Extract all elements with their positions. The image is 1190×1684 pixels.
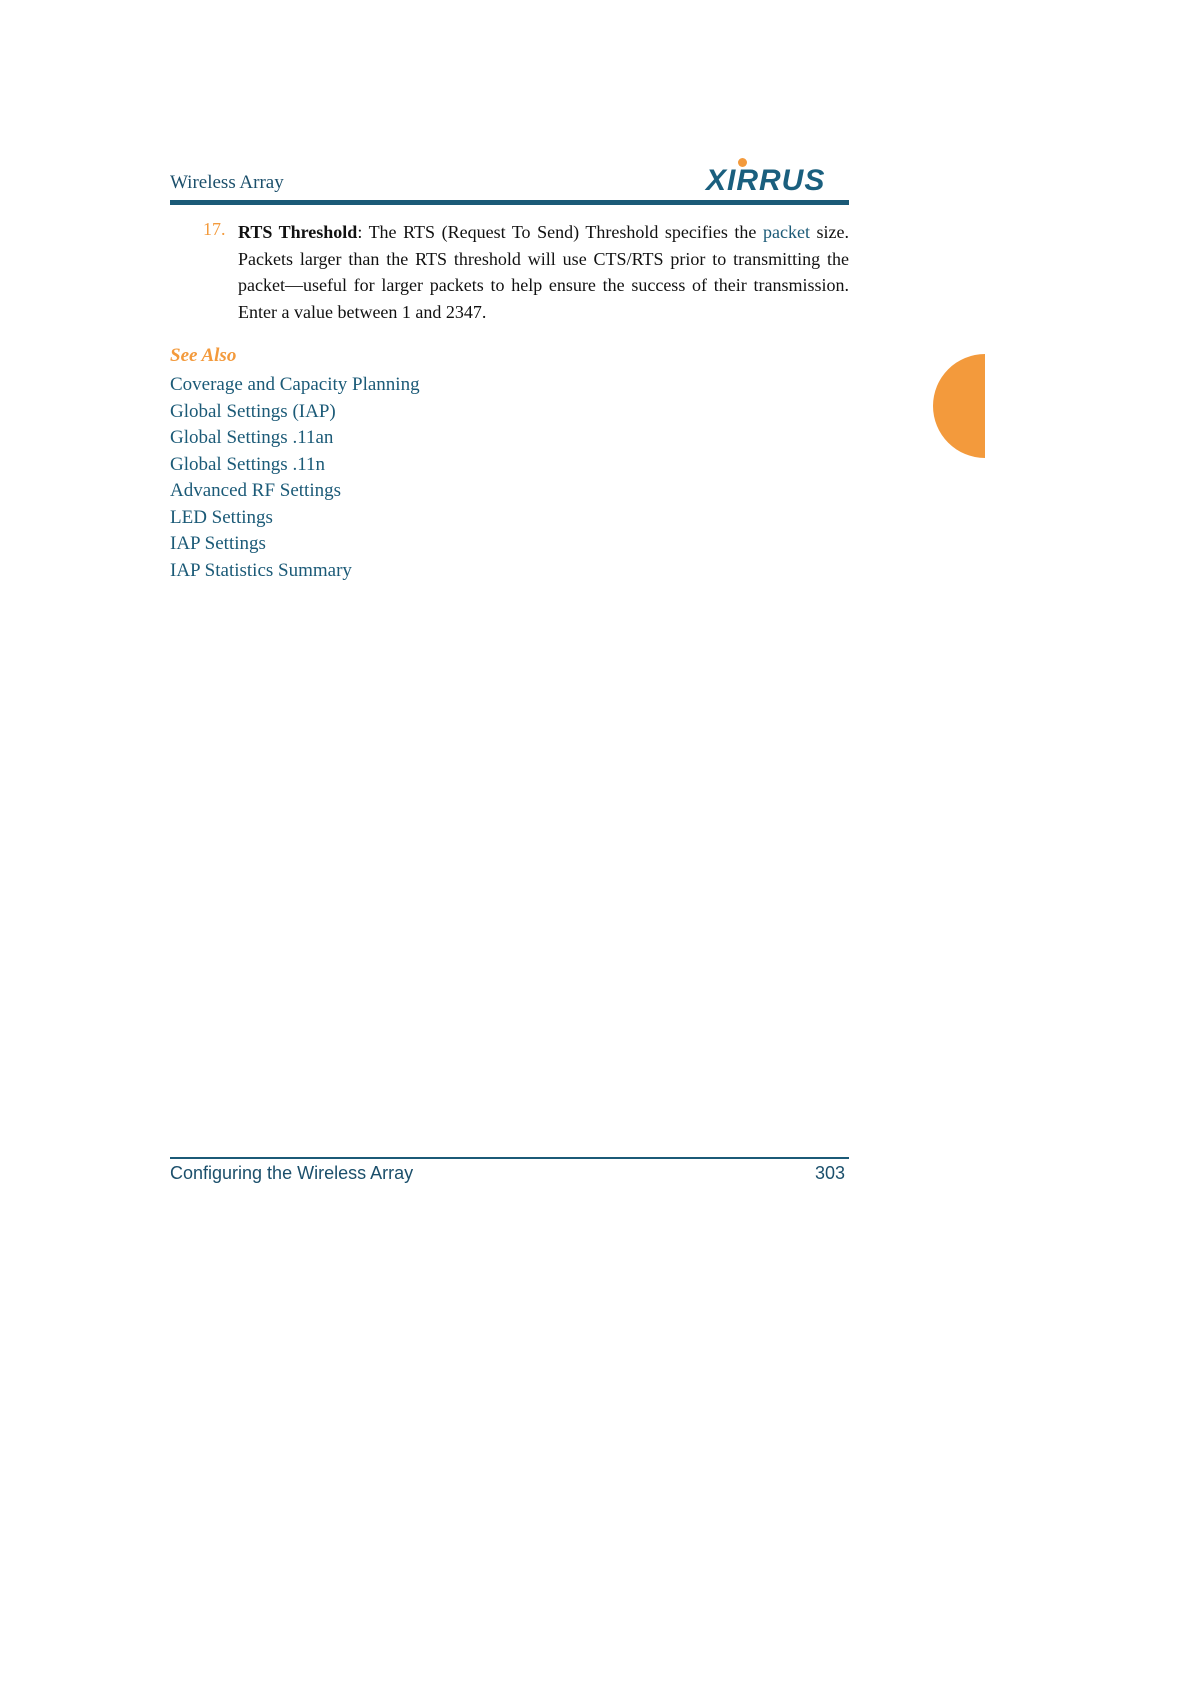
see-also-link-led-settings[interactable]: LED Settings	[170, 506, 273, 528]
see-also-link-coverage-capacity-planning[interactable]: Coverage and Capacity Planning	[170, 374, 420, 395]
see-also-link-global-settings-11n[interactable]: Global Settings .11n	[170, 453, 325, 475]
chapter-tab-marker	[933, 354, 985, 458]
see-also-heading: See Also	[170, 345, 237, 366]
footer-divider	[170, 1157, 849, 1159]
see-also-link-iap-settings[interactable]: IAP Settings	[170, 533, 266, 554]
see-also-link-iap-statistics-summary[interactable]: IAP Statistics Summary	[170, 559, 352, 581]
logo-text: XIRRUS	[706, 164, 826, 197]
step-number: 17.	[203, 219, 226, 239]
running-header-title: Wireless Array	[170, 172, 284, 193]
see-also-link-global-settings-11an[interactable]: Global Settings .11an	[170, 427, 334, 448]
xirrus-logo-icon	[706, 158, 846, 198]
step-text-part-1: : The RTS (Request To Send) Threshold specifies the	[357, 222, 763, 242]
step-text-part-2: size. Packets larger than the RTS threshold will use CTS/RTS prior to transmitting the packet—useful for larger packets to help ensure the success of their transmission. Enter a value between 1 and 2347.	[238, 222, 849, 322]
step-term: RTS Threshold	[238, 222, 358, 242]
step-17	[203, 219, 849, 325]
see-also-list	[170, 372, 420, 584]
step-description	[238, 219, 849, 325]
page-number: 303	[814, 1163, 845, 1183]
footer-title: Configuring the Wireless Array	[170, 1163, 414, 1183]
packet-link[interactable]: packet	[762, 222, 810, 242]
see-also-link-advanced-rf-settings[interactable]: Advanced RF Settings	[170, 480, 341, 501]
header-divider	[170, 200, 849, 205]
see-also-link-global-settings-iap[interactable]: Global Settings (IAP)	[170, 400, 336, 422]
